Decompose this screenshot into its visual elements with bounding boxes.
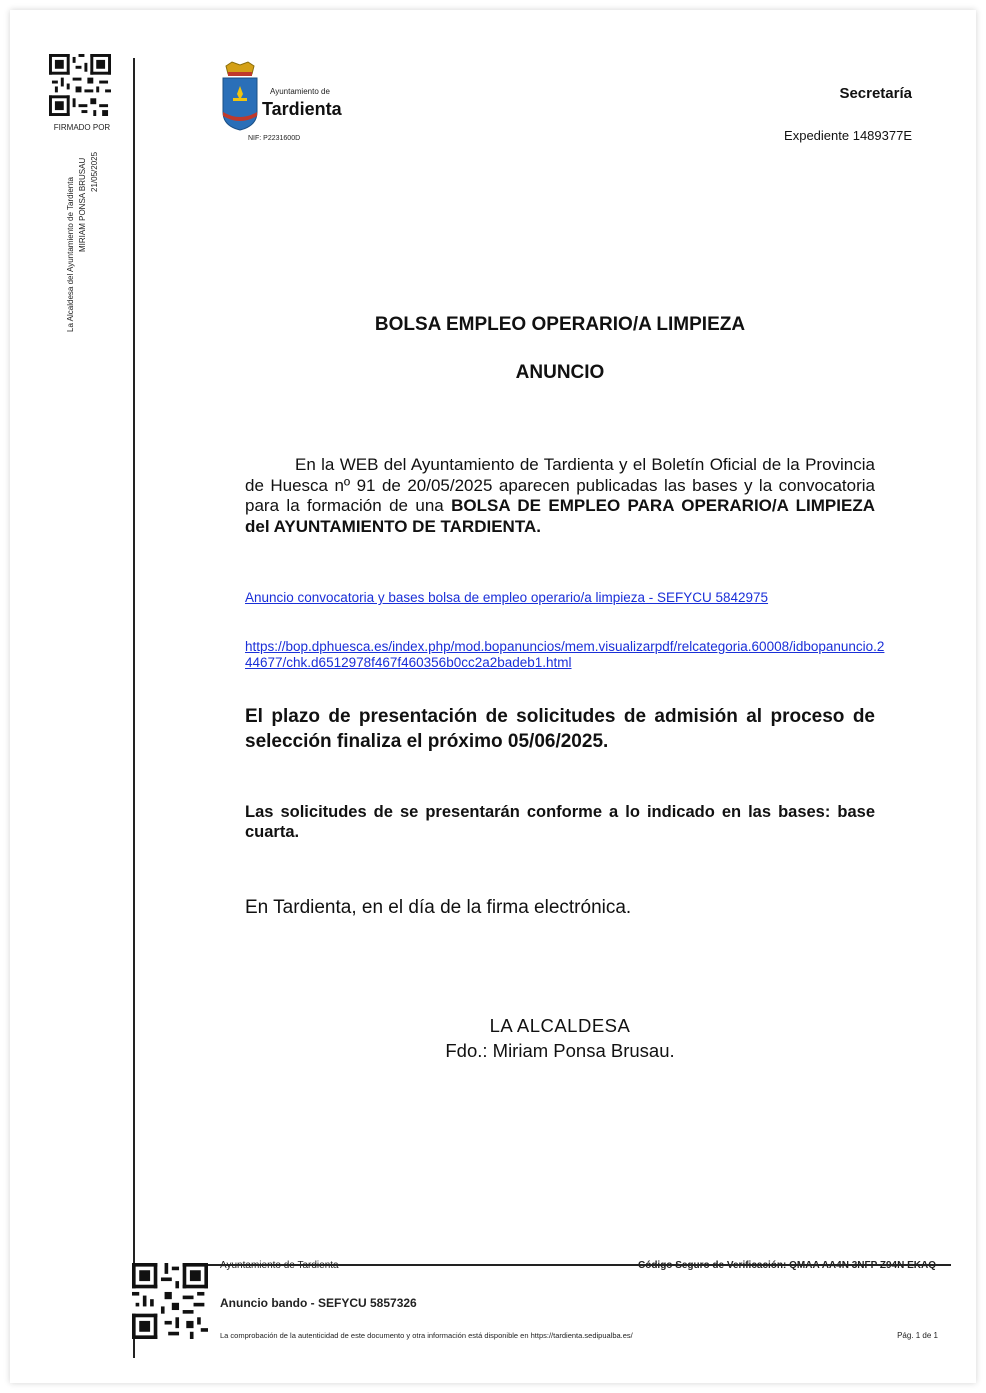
document-subtitle: ANUNCIO [515,362,605,383]
coat-of-arms-icon [220,60,260,132]
footer-organization: Ayuntamiento de Tardienta [220,1260,339,1271]
signed-by-label: FIRMADO POR [53,123,111,132]
logo-caption: Ayuntamiento de [270,87,330,96]
deadline-paragraph: El plazo de presentación de solicitudes de admisión al proceso de selección finaliza el próximo 05/06/2025. [245,706,875,752]
footer-document-name: Anuncio bando - SEFYCU 5857326 [220,1296,417,1310]
signatory-name-vertical: MIRIAM PONSA BRUSAU [78,157,87,252]
submission-paragraph: Las solicitudes de se presentarán conforme a lo indicado en las bases: base cuarta. [245,803,875,841]
bop-link[interactable]: https://bop.dphuesca.es/index.php/mod.bopanuncios/mem.visualizarpdf/relcategoria.60008/idbopanuncio.244677/chk.d6512978f467f460356b0cc2a2badeb1.html [245,639,885,670]
closing-line: En Tardienta, en el día de la firma electrónica. [245,897,632,918]
verification-code: Código Seguro de Verificación: QMAA AA4N 3NFP Z94N EKAQ [637,1260,936,1271]
document-title: BOLSA EMPLEO OPERARIO/A LIMPIEZA [374,314,746,335]
intro-text: En la WEB del Ayuntamiento de Tardienta y el Boletín Oficial de la Provincia de Huesca nº 91 de 20/05/2025 aparecen publicadas las bases y la convocatoria para la formación de una [245,455,875,515]
authenticity-note: La comprobación de la autenticidad de este documento y otra información está disponible en https://tardienta.sedipualba.es/ [220,1331,633,1340]
signatory-role-vertical: La Alcaldesa del Ayuntamiento de Tardienta [66,177,75,332]
intro-paragraph [245,455,875,537]
department-label: Secretaría [839,85,912,102]
file-reference: Expediente 1489377E [784,128,912,143]
logo-name: Tardienta [262,99,342,119]
nif: NIF: P2231600D [248,135,301,142]
signature-date: 21/05/2025 [90,151,99,192]
document-page [10,10,976,1383]
margin-vertical-rule [133,58,135,1358]
vertical-signature-text [32,140,112,340]
signatory-name: Fdo.: Miriam Ponsa Brusau. [445,1040,675,1061]
announcement-link[interactable]: Anuncio convocatoria y bases bolsa de empleo operario/a limpieza - SEFYCU 5842975 [245,590,769,605]
signature-qr-code [49,54,111,116]
verification-qr-code [132,1263,208,1339]
signatory-role: LA ALCALDESA [489,1015,631,1036]
intro-bold-text: BOLSA DE EMPLEO PARA OPERARIO/A LIMPIEZA del AYUNTAMIENTO DE TARDIENTA. [245,496,875,536]
page-number: Pág. 1 de 1 [897,1331,938,1340]
